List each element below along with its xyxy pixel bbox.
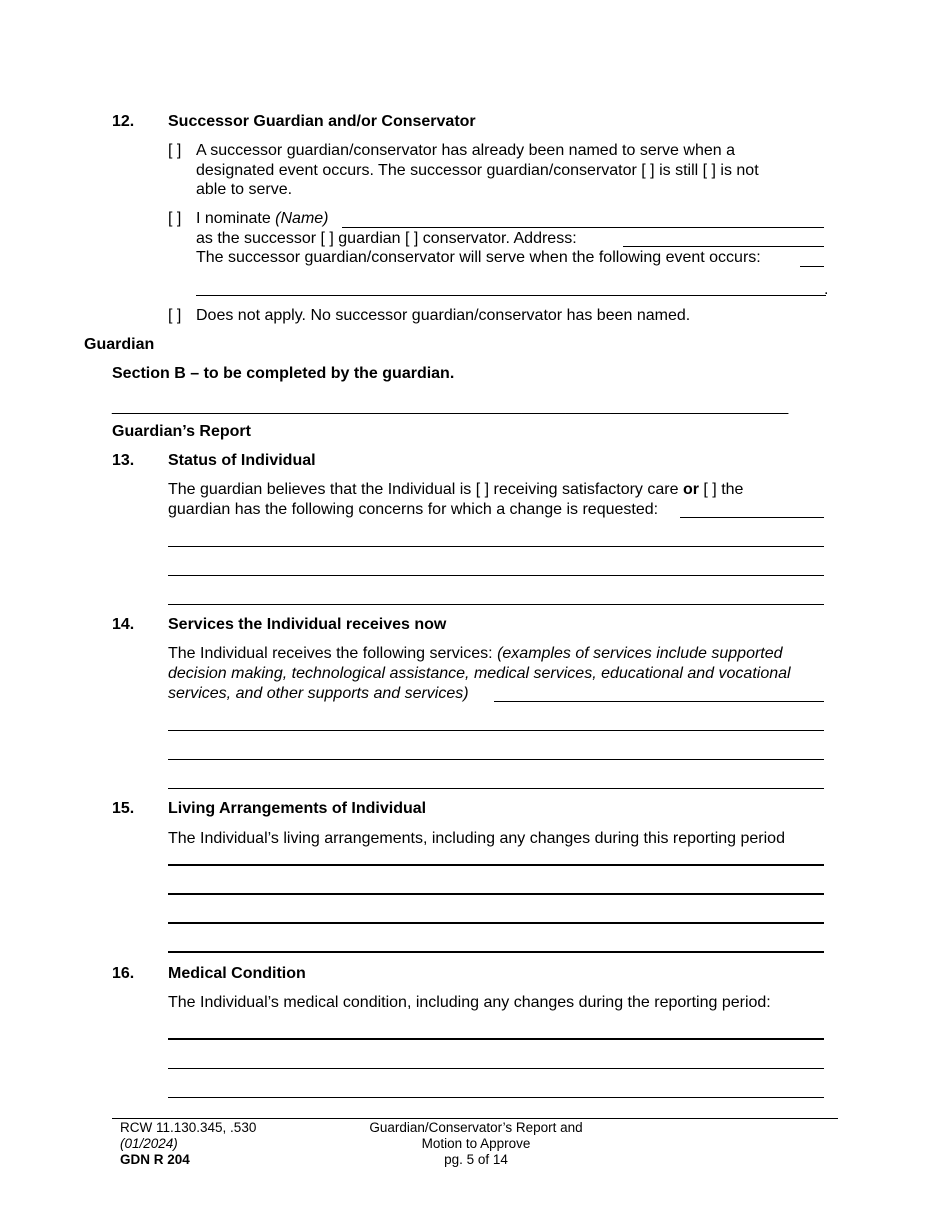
nominee-name-field[interactable]: [342, 227, 824, 228]
footer-title-line-1: Guardian/Conservator’s Report and: [369, 1120, 583, 1135]
guardian-report-heading: Guardian’s Report: [112, 423, 251, 440]
services-field-1[interactable]: [494, 701, 824, 702]
section-15-title: Living Arrangements of Individual: [168, 800, 427, 817]
medical-text: The Individual’s medical condition, including any changes during the reporting period:: [168, 994, 771, 1011]
nominate-checkbox[interactable]: [ ]: [168, 210, 182, 227]
nominee-address-field[interactable]: [623, 246, 824, 247]
section-14-title: Services the Individual receives now: [168, 616, 447, 633]
nominate-label: I nominate (Name): [196, 210, 329, 227]
footer-rule: [112, 1118, 838, 1119]
name-label: (Name): [275, 210, 329, 227]
services-text-1: The Individual receives the following services: (examples of services include supported: [168, 645, 783, 662]
successor-named-text-3: able to serve.: [196, 181, 293, 198]
concerns-field-1[interactable]: [680, 517, 824, 518]
event-text: The successor guardian/conservator will serve when the following event occurs:: [196, 249, 761, 266]
services-field-2[interactable]: [168, 730, 824, 731]
section-14-number: 14.: [112, 616, 135, 633]
medical-field-2[interactable]: [168, 1068, 824, 1069]
status-text-1: The guardian believes that the Individual is [ ] receiving satisfactory care or [ ] the: [168, 481, 744, 498]
living-field-4[interactable]: [168, 951, 824, 953]
event-field-start[interactable]: [800, 266, 824, 267]
successor-role-text: as the successor [ ] guardian [ ] conservator. Address:: [196, 230, 577, 247]
section-16-title: Medical Condition: [168, 965, 306, 982]
successor-named-checkbox[interactable]: [ ]: [168, 142, 182, 159]
living-field-1[interactable]: [168, 864, 824, 866]
services-text-2: decision making, technological assistance, medical services, educational and vocational: [168, 665, 791, 682]
concerns-field-2[interactable]: [168, 546, 824, 547]
footer-page-number: pg. 5 of 14: [444, 1152, 508, 1167]
event-period: .: [824, 281, 829, 298]
medical-field-3[interactable]: [168, 1097, 824, 1098]
footer-title: [346, 1120, 606, 1168]
concerns-field-4[interactable]: [168, 604, 824, 605]
successor-named-text-2: designated event occurs. The successor guardian/conservator [ ] is still [ ] is not: [196, 162, 759, 179]
guardian-heading: Guardian: [84, 336, 155, 353]
successor-named-text-1: A successor guardian/conservator has already been named to serve when a: [196, 142, 735, 159]
section-13-title: Status of Individual: [168, 452, 316, 469]
event-field[interactable]: [196, 295, 826, 296]
section-13-number: 13.: [112, 452, 135, 469]
section-15-number: 15.: [112, 800, 135, 817]
living-text: The Individual’s living arrangements, including any changes during this reporting period: [168, 830, 785, 847]
living-field-2[interactable]: [168, 893, 824, 895]
section-12-title: Successor Guardian and/or Conservator: [168, 113, 476, 130]
not-apply-checkbox[interactable]: [ ]: [168, 307, 182, 324]
services-field-3[interactable]: [168, 759, 824, 760]
footer-rcw: RCW 11.130.345, .530: [120, 1120, 257, 1135]
status-text-2: guardian has the following concerns for which a change is requested:: [168, 501, 659, 518]
footer-date: (01/2024): [120, 1136, 178, 1151]
services-field-4[interactable]: [168, 788, 824, 789]
section-16-number: 16.: [112, 965, 135, 982]
not-apply-text: Does not apply. No successor guardian/conservator has been named.: [196, 307, 691, 324]
footer-title-line-2: Motion to Approve: [421, 1136, 531, 1151]
medical-field-1[interactable]: [168, 1038, 824, 1040]
footer-form-id: GDN R 204: [120, 1152, 190, 1167]
services-text-3: services, and other supports and services): [168, 685, 469, 702]
section-b-heading: Section B – to be completed by the guardian.: [112, 365, 455, 382]
section-separator: ____________________________________________________________________________: [112, 398, 789, 415]
living-field-3[interactable]: [168, 922, 824, 924]
concerns-field-3[interactable]: [168, 575, 824, 576]
section-12-number: 12.: [112, 113, 135, 130]
